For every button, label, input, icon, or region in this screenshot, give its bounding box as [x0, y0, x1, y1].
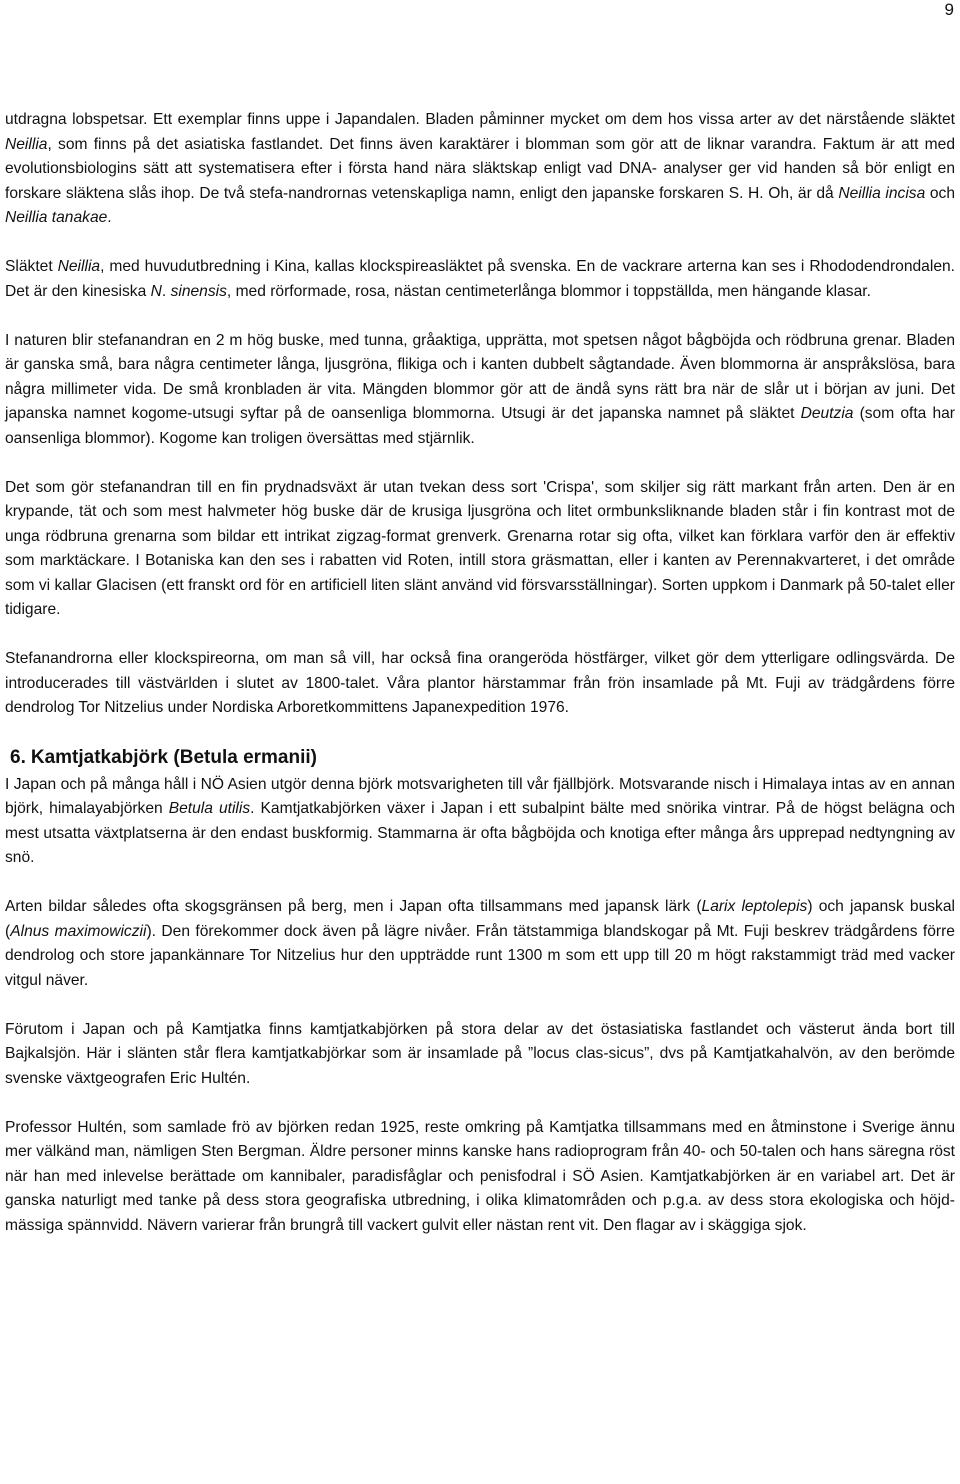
- italic-text: Neillia tanakae: [5, 209, 108, 226]
- section-title: Kamtjatkabjörk (Betula ermanii): [30, 746, 317, 768]
- text-run: Professor Hultén, som samlade frö av björken redan 1925, reste omkring på Kamtjatka tillsammans med en åtminstone i Sverige ännu mer välkänd man, nämligen Sten Bergman. Äldre personer minns kanske hans radioprogram från 40- och 50-talen och hans säregna röst när han med inlevelse berättade om kannibaler, paradisfåglar och penisfodral i SÖ Asien. Kamtjatkabjörken är en variabel art. Det är ganska naturligt med tanke på dess stora geografiska utbredning, i olika klimatområden och p.g.a. av dess stora ekologiska och höjd-mässiga spännvidd. Nävern varierar från brungrå till vackert gulvit eller nästan rent vit. Den flagar av i skäggiga sjok.: [5, 1118, 955, 1234]
- paragraph: [5, 1018, 955, 1092]
- text-run: , med rörformade, rosa, nästan centimeterlånga blommor i toppställda, men hängande klasar.: [226, 282, 871, 300]
- paragraph: [5, 895, 955, 993]
- text-run: (som ofta har oansenliga blommor). Kogome kan troligen översättas med stjärnlik.: [5, 405, 955, 447]
- paragraph: [5, 255, 955, 304]
- text-run: Arten bildar således ofta skogsgränsen på berg, men i Japan ofta tillsammans med japansk lärk (: [5, 898, 702, 915]
- paragraph: [5, 108, 955, 231]
- italic-text: Alnus maximowiczii: [10, 922, 147, 940]
- italic-text: sinensis: [170, 282, 227, 300]
- section-number: 6.: [10, 746, 26, 768]
- paragraph: [5, 1116, 955, 1239]
- italic-text: Neillia: [5, 135, 48, 153]
- text-run: ) och japansk buskal (: [5, 898, 955, 940]
- paragraph: [5, 329, 955, 452]
- text-run: . Kamtjatkabjörken växer i Japan i ett subalpint bälte med snörika vintrar. På de högst belägna och mest utsatta växtplatserna är den endast buskformig. Stammarna är ofta bågböjda och knotiga efter många års upprepad nedtyngning av snö.: [5, 800, 955, 866]
- text-run: , med huvudutbredning i Kina, kallas klockspireasläktet på svenska. En de vackrare arterna kan ses i Rhododendrondalen. Det är den kinesiska: [5, 258, 955, 300]
- paragraph: [5, 773, 955, 871]
- italic-text: Larix leptolepis: [701, 898, 808, 915]
- text-run: ). Den förekommer dock även på lägre nivåer. Från tätstammiga blandskogar på Mt. Fuji beskrev trädgårdens förre dendrolog och store japankännare Tor Nitzelius hur den uppträdde runt 1300 m som ett upp till 20 m högt rakstammigt träd med vacker vitgul näver.: [5, 922, 955, 989]
- italic-text: Neillia: [57, 258, 101, 275]
- text-run: Det som gör stefanandran till en fin prydnadsväxt är utan tvekan dess sort 'Crispa', som skiljer sig rätt markant från arten. Den är en krypande, tät och som mest halvmeter hög buske där de krusiga ljusgröna och litet ormbunksliknande bladen står i fin kontrast mot de unga rödbruna grenarna som bildar ett intrikat zigzag-format grenverk. Grenarna rotar sig ofta, vilket kan förklara varför den är effektiv som marktäckare. I Botaniska kan den ses i rabatten vid Roten, intill stora gräsmattan, eller i kanten av Perennakvarteret, i det område som vi kallar Glacisen (ett franskt ord för en artificiell liten slänt använd vid försvarsställningar). Sorten uppkom i Danmark på 50-talet eller tidigare.: [5, 478, 955, 618]
- paragraph: [5, 476, 955, 623]
- text-run: Släktet: [5, 258, 58, 275]
- document-body: [5, 108, 955, 1238]
- text-run: Förutom i Japan och på Kamtjatka finns kamtjatkabjörken på stora delar av det östasiatiska fastlandet och västerut ända bort till Bajkalsjön. Här i slänten står flera kamtjatkabjörkar som är insamlade på ”locus clas-sicus”, dvs på Kamtjatkahalvön, av den berömde svenske växtgeografen Eric Hultén.: [5, 1020, 955, 1087]
- text-run: Stefanandrorna eller klockspireorna, om man så vill, har också fina orangeröda höstfärger, vilket gör dem ytterligare odlingsvärda. De introducerades till västvärlden i slutet av 1800-talet. Våra plantor härstammar från frön insamlade på Mt. Fuji av trädgårdens förre dendrolog Tor Nitzelius under Nordiska Arboretkommittens Japanexpedition 1976.: [5, 650, 955, 716]
- page-number: 9: [944, 0, 954, 19]
- italic-text: Neillia incisa: [838, 184, 926, 202]
- text-run: .: [161, 282, 171, 300]
- italic-text: Deutzia: [800, 405, 854, 422]
- text-run: , som finns på det asiatiska fastlandet. Det finns även karaktärer i blomman som gör att de liknar varandra. Faktum är att med evolutionsbiologins sätt att systematisera efter i första hand nära släktskap enligt vad DNA- analyser ger vid handen så bör enligt en forskare släktena slås ihop. De två stefa-nandrornas vetenskapliga namn, enligt den japanske forskaren S. H. Oh, är då: [5, 135, 955, 202]
- text-run: .: [107, 209, 112, 226]
- text-run: utdragna lobspetsar. Ett exemplar finns uppe i Japandalen. Bladen påminner mycket om dem hos vissa arter av det närstående släktet: [5, 111, 955, 128]
- text-run: och: [925, 184, 955, 202]
- paragraph: [5, 647, 955, 721]
- italic-text: N: [150, 282, 162, 300]
- text-run: I naturen blir stefanandran en 2 m hög buske, med tunna, gråaktiga, upprätta, mot spetsen något bågböjda och rödbruna grenar. Bladen är ganska små, bara några centimeter långa, ljusgröna, flikiga och i kanten dubbelt sågtandade. Även blommorna är anspråkslösa, bara några millimeter vida. De små kronbladen är vita. Mängden blommor gör att de ändå syns rätt bra när de slår ut i början av juni. Det japanska namnet kogome-utsugi syftar på de oansenliga blommorna. Utsugi är det japanska namnet på släktet: [5, 331, 955, 422]
- italic-text: Betula utilis: [168, 800, 251, 817]
- text-run: I Japan och på många håll i NÖ Asien utgör denna björk motsvarigheten till vår fjällbjörk. Motsvarande nisch i Himalaya intas av en annan björk, himalayabjörken: [5, 775, 955, 817]
- section-heading: [10, 745, 955, 771]
